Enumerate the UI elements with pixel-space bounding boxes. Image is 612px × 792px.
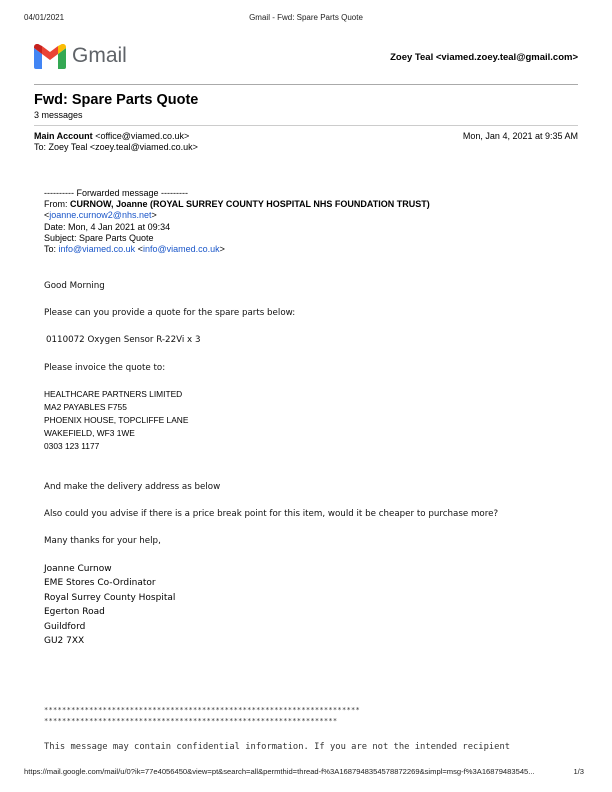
signature-line: EME Stores Co-Ordinator [44, 578, 156, 589]
greeting: Good Morning [44, 281, 105, 291]
stars-line-1: ********************************************************************** [44, 706, 361, 714]
forward-subject: Subject: Spare Parts Quote [44, 233, 154, 243]
forward-from [44, 199, 430, 210]
lt: < [44, 210, 50, 220]
invoice-intro: Please invoice the quote to: [44, 363, 166, 373]
header-divider [34, 84, 578, 85]
signature-line: Egerton Road [44, 607, 105, 618]
stars-line-2: ***************************************************************** [44, 717, 338, 725]
message-to: To: Zoey Teal <zoey.teal@viamed.co.uk> [34, 142, 198, 152]
signature-block [44, 562, 175, 648]
address-line: MA2 PAYABLES F755 [44, 402, 127, 412]
to-end: > [219, 244, 225, 254]
to-email-link-1[interactable]: info@viamed.co.uk [58, 244, 136, 254]
price-break-text: Also could you advise if there is a price break point for this item, would it be cheaper to purchase more? [44, 509, 499, 519]
from-email-link[interactable]: joanne.curnow2@nhs.net [49, 210, 152, 220]
thanks-text: Many thanks for your help, [44, 536, 161, 546]
request-text: Please can you provide a quote for the spare parts below: [44, 308, 296, 318]
forward-date: Date: Mon, 4 Jan 2021 at 09:34 [44, 222, 171, 232]
page-number: 1/3 [573, 767, 584, 776]
thread-subject: Fwd: Spare Parts Quote [34, 92, 199, 108]
print-date: 04/01/2021 [24, 13, 65, 22]
gmail-logo-icon [34, 44, 66, 69]
to-email-link-2[interactable]: info@viamed.co.uk [142, 244, 220, 254]
address-line: PHOENIX HOUSE, TOPCLIFFE LANE [44, 415, 189, 425]
forward-from-email [44, 210, 157, 221]
thread-divider [34, 125, 578, 126]
account-label: Zoey Teal <viamed.zoey.teal@gmail.com> [390, 52, 578, 63]
from-label: From: [44, 199, 70, 209]
address-line: 0303 123 1177 [44, 441, 100, 451]
signature-line: Guildford [44, 621, 86, 632]
to-mid: < [135, 244, 143, 254]
address-line: HEALTHCARE PARTNERS LIMITED [44, 389, 183, 399]
print-url: https://mail.google.com/mail/u/0?ik=77e4056450&view=pt&search=all&permthid=thread-f%3A1687948354578872269&simpl=msg-f%3A16879483545... [24, 767, 535, 776]
to-label: To: [44, 244, 59, 254]
delivery-text: And make the delivery address as below [44, 482, 221, 492]
sender-email: <office@viamed.co.uk> [95, 131, 190, 141]
disclaimer-text: This message may contain confidential information. If you are not the intended recipient [44, 742, 511, 752]
message-count: 3 messages [34, 110, 83, 120]
message-sender [34, 131, 189, 141]
message-date: Mon, Jan 4, 2021 at 9:35 AM [462, 131, 578, 141]
sender-name: Main Account [34, 131, 93, 141]
item-line: 0110072 Oxygen Sensor R-22Vi x 3 [46, 335, 201, 345]
print-title: Gmail - Fwd: Spare Parts Quote [249, 13, 363, 22]
forward-to [44, 244, 225, 255]
gmail-wordmark: Gmail [72, 44, 127, 67]
signature-line: Joanne Curnow [44, 564, 112, 574]
forward-separator: ---------- Forwarded message --------- [44, 188, 188, 198]
address-line: WAKEFIELD, WF3 1WE [44, 428, 135, 438]
gt: > [151, 210, 157, 220]
signature-line: GU2 7XX [44, 636, 85, 647]
from-name: CURNOW, Joanne (ROYAL SURREY COUNTY HOSPITAL NHS FOUNDATION TRUST) [70, 199, 430, 209]
invoice-address [44, 388, 188, 453]
signature-line: Royal Surrey County Hospital [44, 592, 176, 603]
